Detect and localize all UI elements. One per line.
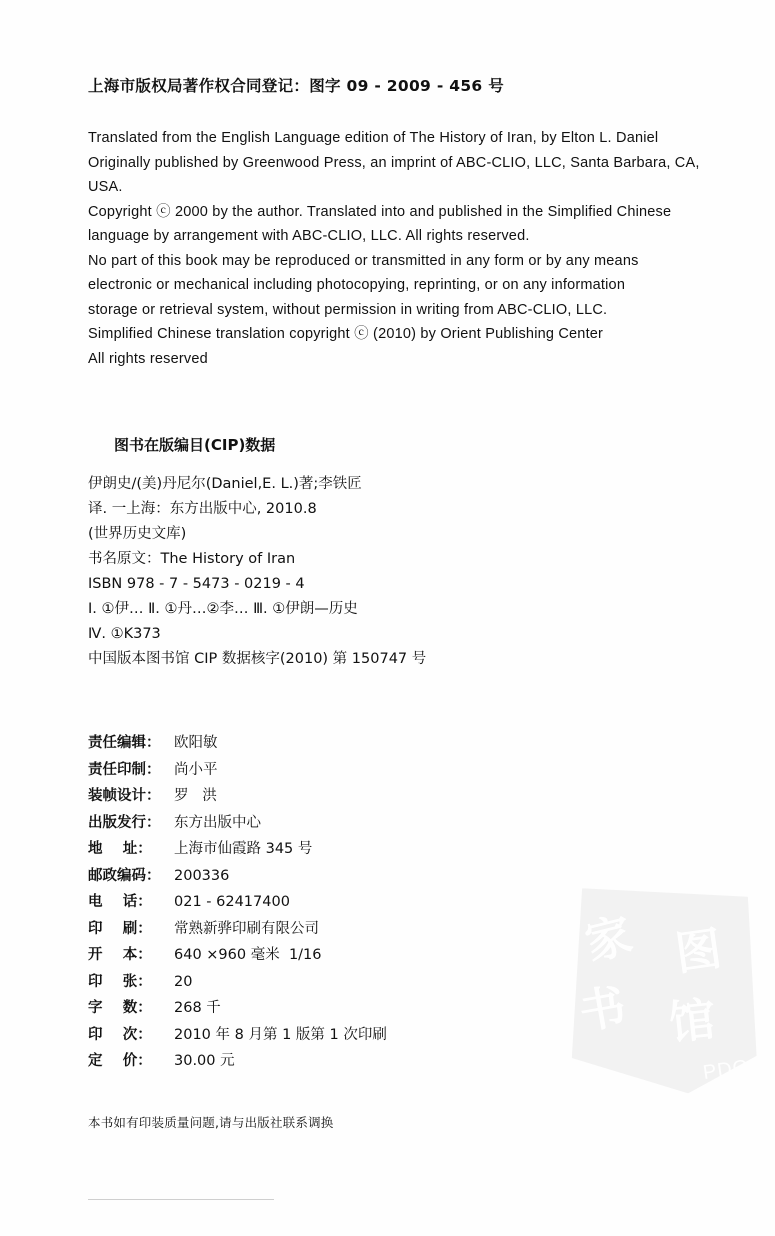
colophon-label: 印 刷： bbox=[88, 920, 152, 937]
colophon-value: 东方出版中心 bbox=[174, 814, 261, 831]
colophon-row bbox=[88, 783, 708, 810]
english-rights-block bbox=[88, 126, 708, 371]
watermark-char: 馆 bbox=[666, 991, 719, 1051]
english-line: language by arrangement with ABC-CLIO, LLC. All rights reserved. bbox=[88, 228, 530, 244]
colophon-block bbox=[88, 730, 708, 1075]
cip-line: (世界历史文库) bbox=[88, 526, 187, 542]
cip-title: 图书在版编目(CIP)数据 bbox=[114, 436, 276, 454]
colophon-value: 268 千 bbox=[174, 1000, 221, 1016]
cip-archive-line: 中国版本图书馆 CIP 数据核字(2010) 第 150747 号 bbox=[88, 651, 427, 667]
colophon-label: 装帧设计： bbox=[88, 788, 161, 804]
colophon-value: 常熟新骅印刷有限公司 bbox=[174, 920, 319, 937]
cip-line: ISBN 978 - 7 - 5473 - 0219 - 4 bbox=[88, 576, 305, 592]
cip-line: 书名原文：The History of Iran bbox=[88, 551, 296, 567]
english-line: storage or retrieval system, without permission in writing from ABC-CLIO, LLC. bbox=[88, 301, 608, 318]
colophon-label: 定 价： bbox=[88, 1053, 152, 1069]
page-content bbox=[88, 74, 708, 1131]
colophon-value: 640 ×960 毫米 1/16 bbox=[174, 947, 322, 963]
colophon-label: 印 张： bbox=[88, 973, 152, 990]
colophon-row bbox=[88, 863, 708, 890]
colophon-value: 罗 洪 bbox=[174, 788, 217, 804]
cip-line: 译. 一上海：东方出版中心, 2010.8 bbox=[88, 501, 317, 517]
colophon-row bbox=[88, 916, 708, 943]
colophon-label: 责任编辑： bbox=[88, 735, 161, 751]
colophon-label: 邮政编码： bbox=[88, 867, 161, 884]
watermark-char: 书 bbox=[575, 978, 630, 1040]
colophon-value: 欧阳敏 bbox=[174, 735, 218, 751]
colophon-label: 地 址： bbox=[88, 841, 152, 857]
watermark-char: 家 bbox=[579, 907, 638, 971]
watermark-pdg-label: PDG bbox=[701, 1055, 751, 1085]
colophon-row bbox=[88, 757, 708, 784]
cip-block bbox=[88, 433, 708, 672]
colophon-value: 上海市仙霞路 345 号 bbox=[174, 841, 313, 857]
colophon-row bbox=[88, 1022, 708, 1049]
cip-line: 伊朗史/(美)丹尼尔(Daniel,E. L.)著;李铁匠 bbox=[88, 476, 362, 492]
english-line: Originally published by Greenwood Press, an imprint of ABC-CLIO, LLC, Santa Barbara, CA, bbox=[88, 154, 700, 171]
colophon-label: 出版发行： bbox=[88, 814, 161, 831]
english-line: electronic or mechanical including photocopying, reprinting, or on any information bbox=[88, 277, 626, 293]
quality-footnote: 本书如有印装质量问题,请与出版社联系调换 bbox=[88, 1114, 334, 1130]
colophon-label: 责任印制： bbox=[88, 761, 161, 778]
colophon-row bbox=[88, 1048, 708, 1075]
cip-index-line: Ⅰ. ①伊… Ⅱ. ①丹…②李… Ⅲ. ①伊朗—历史 bbox=[88, 601, 358, 617]
colophon-label: 印 次： bbox=[88, 1026, 152, 1043]
colophon-row bbox=[88, 730, 708, 757]
colophon-row bbox=[88, 942, 708, 969]
english-line: Translated from the English Language edition of The History of Iran, by Elton L. Daniel bbox=[88, 130, 659, 146]
watermark-char: 图 bbox=[671, 921, 725, 981]
colophon-value: 021 - 62417400 bbox=[174, 894, 290, 910]
english-line: Copyright ⓒ 2000 by the author. Translated into and published in the Simplified Chinese bbox=[88, 203, 672, 220]
english-line: Simplified Chinese translation copyright ⓒ (2010) by Orient Publishing Center bbox=[88, 326, 604, 342]
colophon-label: 字 数： bbox=[88, 1000, 152, 1016]
colophon-value: 20 bbox=[174, 973, 193, 990]
colophon-value: 2010 年 8 月第 1 版第 1 次印刷 bbox=[174, 1026, 387, 1043]
colophon-row bbox=[88, 995, 708, 1022]
english-line: All rights reserved bbox=[88, 350, 208, 367]
bottom-divider bbox=[88, 1199, 274, 1200]
colophon-value: 尚小平 bbox=[174, 761, 218, 778]
english-line: No part of this book may be reproduced or transmitted in any form or by any means bbox=[88, 252, 639, 269]
colophon-row bbox=[88, 836, 708, 863]
colophon-value: 200336 bbox=[174, 867, 230, 884]
colophon-row bbox=[88, 969, 708, 996]
cip-index-line: Ⅳ. ①K373 bbox=[88, 626, 161, 642]
cip-body bbox=[88, 472, 708, 672]
colophon-label: 开 本： bbox=[88, 947, 152, 963]
colophon-label: 电 话： bbox=[88, 894, 152, 910]
colophon-row bbox=[88, 889, 708, 916]
english-line: USA. bbox=[88, 179, 123, 195]
colophon-row bbox=[88, 810, 708, 837]
copyright-registration-line: 上海市版权局著作权合同登记：图字 09 - 2009 - 456 号 bbox=[88, 77, 505, 95]
colophon-value: 30.00 元 bbox=[174, 1053, 235, 1069]
